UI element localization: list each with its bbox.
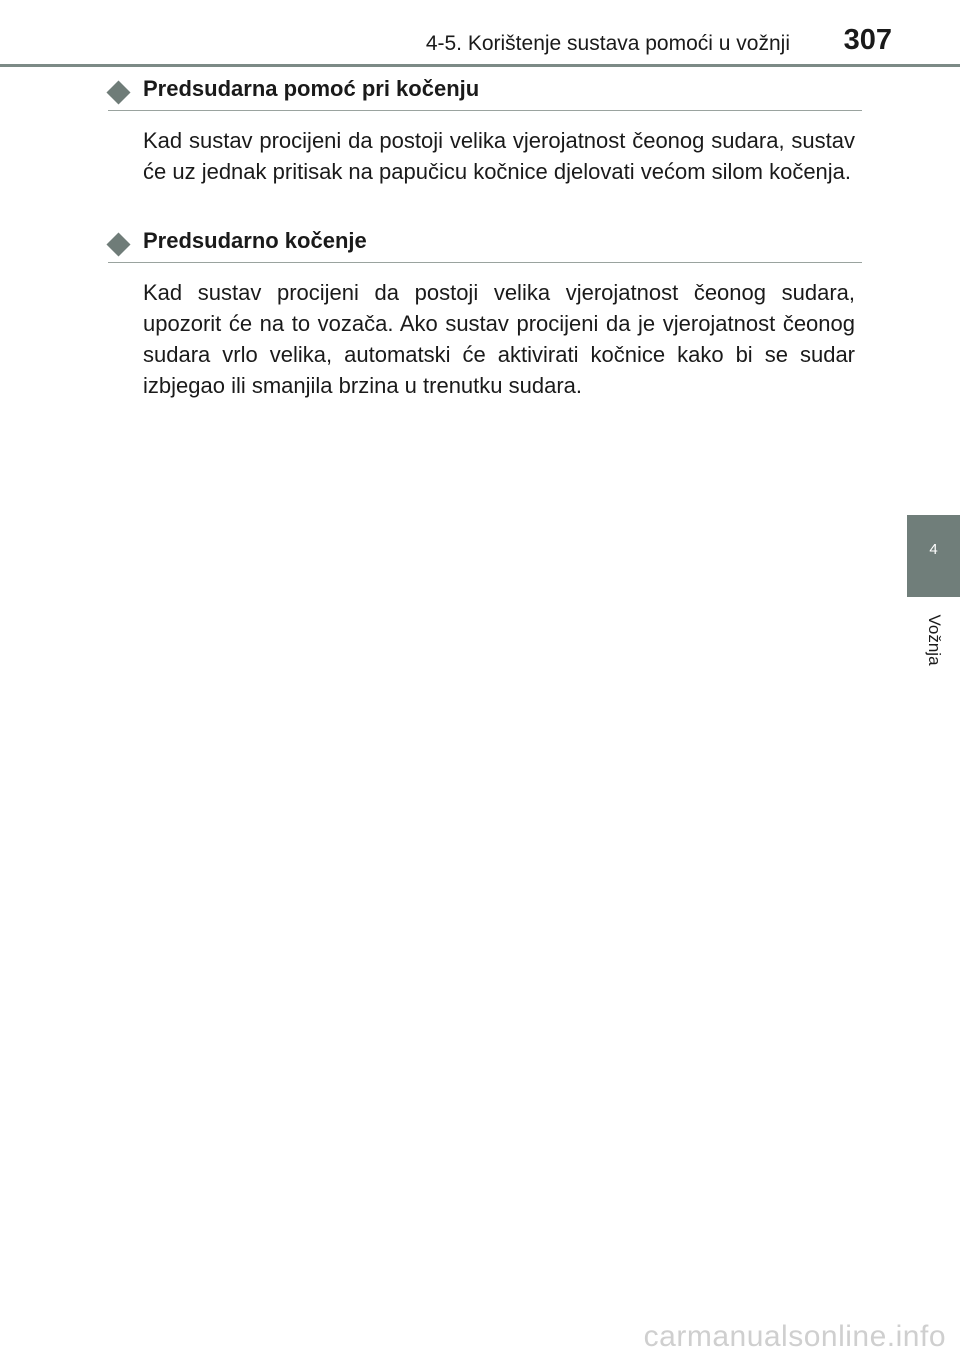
section-heading xyxy=(108,72,862,111)
section-heading xyxy=(108,224,862,263)
watermark: carmanualsonline.info xyxy=(643,1320,946,1353)
chapter-tab-number: 4 xyxy=(929,541,938,558)
section-heading-text: Predsudarna pomoć pri kočenju xyxy=(143,76,480,101)
section-body-text: Kad sustav procijeni da postoji velika vjerojatnost čeonog sudara, sustav će uz jednak pritisak na papučicu kočnice djelovati većom silom kočenja. xyxy=(143,128,855,184)
section-body-text: Kad sustav procijeni da postoji velika vjerojatnost čeonog sudara, upozorit će na to vozača. Ako sustav procijeni da je vjerojatnost čeonog sudara vrlo velika, automatski će aktivirati kočnice kako bi se sudar izbjegao ili smanjila brzina u trenutku sudara. xyxy=(143,280,855,398)
section-pre-collision-braking xyxy=(108,224,862,401)
diamond-bullet-icon xyxy=(106,80,130,104)
header-divider xyxy=(0,64,960,67)
chapter-tab-label: Vožnja xyxy=(925,614,944,666)
section-heading-text: Predsudarno kočenje xyxy=(143,228,367,253)
chapter-tab xyxy=(907,515,960,597)
chapter-title: 4-5. Korištenje sustava pomoći u vožnji xyxy=(425,32,790,55)
diamond-bullet-icon xyxy=(106,232,130,256)
page-header xyxy=(0,0,960,70)
section-pre-collision-brake-assist xyxy=(108,72,862,187)
page-number: 307 xyxy=(843,24,892,56)
